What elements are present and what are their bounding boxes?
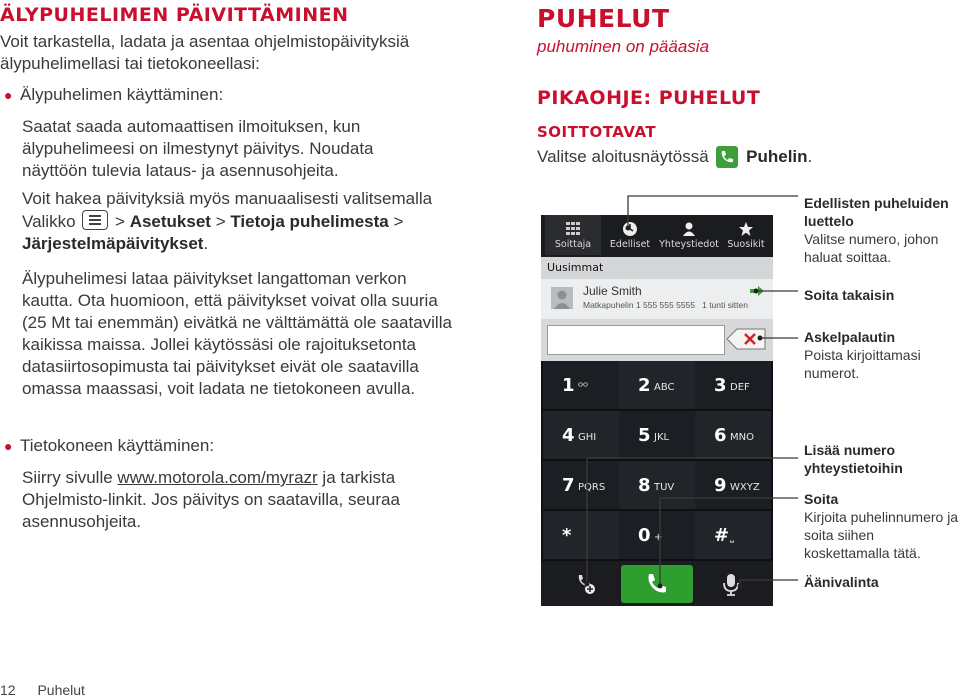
motorola-link[interactable]: www.motorola.com/myrazr	[117, 468, 318, 487]
annotation-voice-dial: Äänivalinta	[804, 574, 879, 590]
calling-methods-heading: SOITTOTAVAT	[537, 123, 657, 141]
key-2[interactable]: 2 ABC	[619, 361, 695, 409]
key-3[interactable]: 3 DEF	[695, 361, 771, 409]
menu-path-settings: Asetukset	[129, 212, 211, 231]
footer	[0, 682, 85, 698]
key-0[interactable]: 0 +	[619, 511, 695, 559]
quick-guide-heading: PIKAOHJE: PUHELUT	[537, 87, 761, 109]
bullet-smartphone: ● Älypuhelimen käyttäminen:	[4, 85, 224, 104]
leader-voice	[740, 580, 798, 586]
page-number: 12	[0, 682, 16, 698]
key-6[interactable]: 6 MNO	[695, 411, 771, 459]
contact-detail: Matkapuhelin 1 555 555 5555 1 tunti sitten	[583, 300, 748, 310]
key-hash[interactable]: # ⎵	[695, 511, 771, 559]
leader-add-contact	[587, 458, 798, 584]
annotation-call: Soita Kirjoita puhelinnumero ja soita siihen koskettamalla tätä.	[804, 491, 959, 561]
annotation-add-contact: Lisää numero yhteystietoihin	[804, 442, 903, 476]
leader-call	[660, 498, 798, 586]
paragraph-manual-check: Voit hakea päivityksiä myös manuaalisesti valitsemalla Valikko > Asetukset > Tietoja puhelimesta > Järjestelmäpäivitykset.	[22, 189, 433, 253]
leader-recent	[628, 196, 798, 228]
paragraph-computer-update: Siirry sivulle www.motorola.com/myrazr ja tarkista Ohjelmisto-linkit. Jos päivitys on saatavilla, seuraa asennusohjeita.	[22, 468, 400, 531]
tab-recent[interactable]: Edelliset	[603, 215, 657, 255]
bullet-icon: ●	[4, 438, 13, 454]
section-heading: ÄLYPUHELIMEN PÄIVITTÄMINEN	[0, 4, 349, 26]
intro-text: Voit tarkastella, ladata ja asentaa ohjelmistopäivityksiä älypuhelimellasi tai tietokoneellasi:	[0, 32, 410, 73]
menu-path-updates: Järjestelmäpäivitykset	[22, 234, 204, 253]
key-1[interactable]: 1 ᴼᴼ	[543, 361, 619, 409]
menu-path-about: Tietoja puhelimesta	[230, 212, 389, 231]
bullet-icon: ●	[4, 87, 13, 103]
key-4[interactable]: 4 GHI	[543, 411, 619, 459]
paragraph-wifi-download: Älypuhelimesi lataa päivitykset langattoman verkon kautta. Ota huomioon, että päivitykset voivat olla suuria (25 Mt tai enemmän) eivätkä ne välttämättä ole saatavilla kaikissa maissa. Jollei käytössäsi ole rajoituksetonta datasiirtosopimusta tai päivitykset eivät ole saatavilla omassa maassasi, voit ladata ne tietokoneen avulla.	[22, 269, 452, 398]
chapter-subtitle: puhuminen on pääasia	[537, 37, 710, 56]
bullet-computer: ● Tietokoneen käyttäminen:	[4, 436, 215, 455]
tab-favorites[interactable]: Suosikit	[721, 215, 771, 255]
chapter-title: PUHELUT	[537, 4, 670, 33]
footer-section: Puhelut	[37, 682, 85, 698]
instruction-text: Valitse aloitusnäytössä Puhelin.	[537, 147, 813, 166]
key-star[interactable]: *	[543, 511, 619, 559]
contact-name: Julie Smith	[583, 284, 642, 298]
key-8[interactable]: 8 TUV	[619, 461, 695, 509]
paragraph-auto-notify: Saatat saada automaattisen ilmoituksen, kun älypuhelimeesi on ilmestynyt päivitys. Noudata näyttöön tulevia lataus- ja asennusohjeita.	[22, 117, 374, 180]
key-5[interactable]: 5 JKL	[619, 411, 695, 459]
key-9[interactable]: 9 WXYZ	[695, 461, 771, 509]
recent-header: Uusimmat	[541, 257, 773, 279]
tab-dialer[interactable]: Soittaja	[545, 215, 601, 255]
annotation-recent-calls: Edellisten puheluiden luettelo Valitse numero, johon haluat soittaa.	[804, 195, 949, 265]
annotation-call-back: Soita takaisin	[804, 287, 895, 303]
annotation-backspace: Askelpalautin Poista kirjoittamasi numerot.	[804, 329, 921, 381]
key-7[interactable]: 7 PQRS	[543, 461, 619, 509]
tab-contacts[interactable]: Yhteystiedot	[657, 215, 721, 255]
